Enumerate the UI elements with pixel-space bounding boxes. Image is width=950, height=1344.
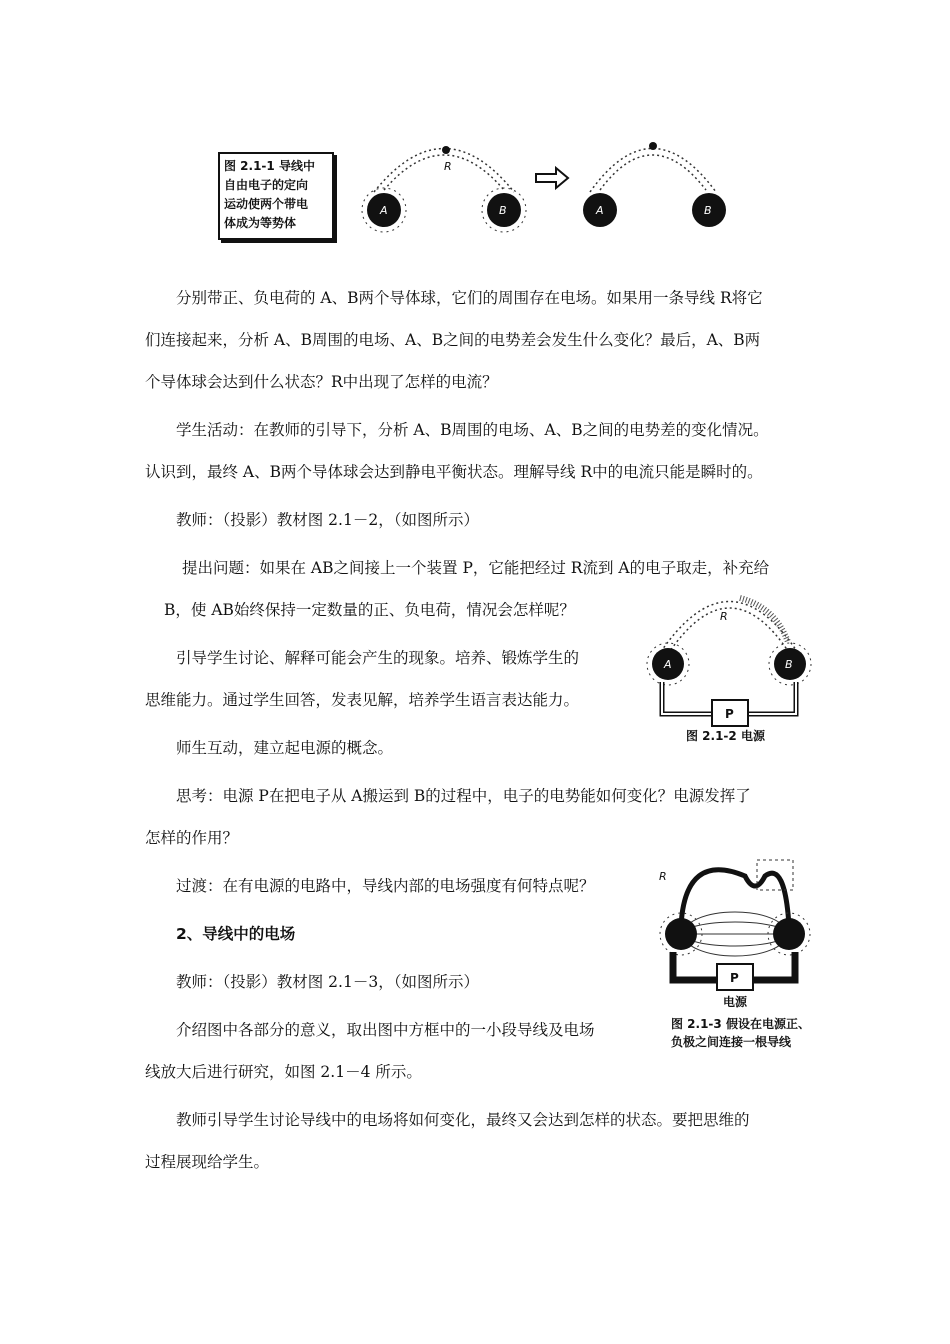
paragraph-line: 怎样的作用？ [145, 829, 239, 847]
paragraph-line: 介绍图中各部分的意义，取出图中方框中的一小段导线及电场 [176, 1021, 595, 1039]
paragraph-line: 教师引导学生讨论导线中的电场将如何变化，最终又会达到怎样的状态。要把思维的 [176, 1111, 750, 1129]
paragraph-line: 引导学生讨论、解释可能会产生的现象。培养、锻炼学生的 [176, 649, 580, 667]
figure-2-1-3-caption-line: 负极之间连接一根导线 [671, 1035, 792, 1049]
figure-2-1-3 [655, 856, 820, 1056]
figure-2-1-1 [212, 130, 742, 250]
caption-line: 图 2.1-1 导线中 [224, 159, 315, 173]
figure-2-1-3-sublabel: 电源 [723, 995, 748, 1009]
label-A: A [664, 658, 672, 671]
label-B-right: B [704, 204, 712, 217]
section-heading: 2、导线中的电场 [176, 925, 296, 943]
label-R: R [720, 610, 728, 623]
caption-line: 体成为等势体 [224, 216, 297, 230]
paragraph-line: 教师：（投影）教材图 2.1－3，（如图所示） [176, 973, 479, 991]
paragraph-line: 分别带正、负电荷的 A、B两个导体球，它们的周围存在电场。如果用一条导线 R将它 [176, 289, 763, 307]
paragraph-line: 线放大后进行研究，如图 2.1－4 所示。 [145, 1063, 422, 1081]
paragraph-line: 过渡：在有电源的电路中，导线内部的电场强度有何特点呢？ [176, 877, 595, 895]
figure-2-1-2 [640, 582, 820, 750]
paragraph-line: 思考：电源 P在把电子从 A搬运到 B的过程中，电子的电势能如何变化？电源发挥了 [176, 787, 751, 805]
paragraph-line: 个导体球会达到什么状态？R中出现了怎样的电流？ [145, 373, 498, 391]
figure-2-1-1-diagram [212, 130, 742, 250]
caption-line: 自由电子的定向 [224, 178, 309, 192]
paragraph-line: 们连接起来，分析 A、B周围的电场、A、B之间的电势差会发生什么变化？最后，A、B两 [145, 331, 761, 349]
figure-2-1-2-diagram [640, 582, 820, 750]
label-B: B [785, 658, 793, 671]
paragraph-line: 提出问题：如果在 AB之间接上一个装置 P，它能把经过 R流到 A的电子取走，补充给 [182, 559, 770, 577]
label-R-left: R [444, 160, 452, 173]
paragraph-line: 过程展现给学生。 [145, 1153, 270, 1171]
label-A-right: A [596, 204, 604, 217]
paragraph-line: 教师：（投影）教材图 2.1－2，（如图所示） [176, 511, 479, 529]
label-B-left: B [499, 204, 507, 217]
figure-2-1-2-caption: 图 2.1-2 电源 [686, 729, 765, 743]
paragraph-line: 思维能力。通过学生回答，发表见解，培养学生语言表达能力。 [145, 691, 580, 709]
label-P: P [725, 707, 734, 721]
figure-2-1-3-caption-line: 图 2.1-3 假设在电源正、 [671, 1017, 810, 1031]
label-R: R [659, 870, 667, 883]
paragraph-line: 学生活动：在教师的引导下，分析 A、B周围的电场、A、B之间的电势差的变化情况。 [176, 421, 769, 439]
figure-2-1-3-diagram [655, 856, 820, 996]
paragraph-line: B，使 AB始终保持一定数量的正、负电荷，情况会怎样呢？ [164, 601, 575, 619]
caption-line: 运动使两个带电 [224, 197, 309, 211]
paragraph-line: 认识到，最终 A、B两个导体球会达到静电平衡状态。理解导线 R中的电流只能是瞬时的。 [145, 463, 763, 481]
paragraph-line: 师生互动，建立起电源的概念。 [176, 739, 394, 757]
label-P: P [730, 971, 739, 985]
label-A-left: A [380, 204, 388, 217]
